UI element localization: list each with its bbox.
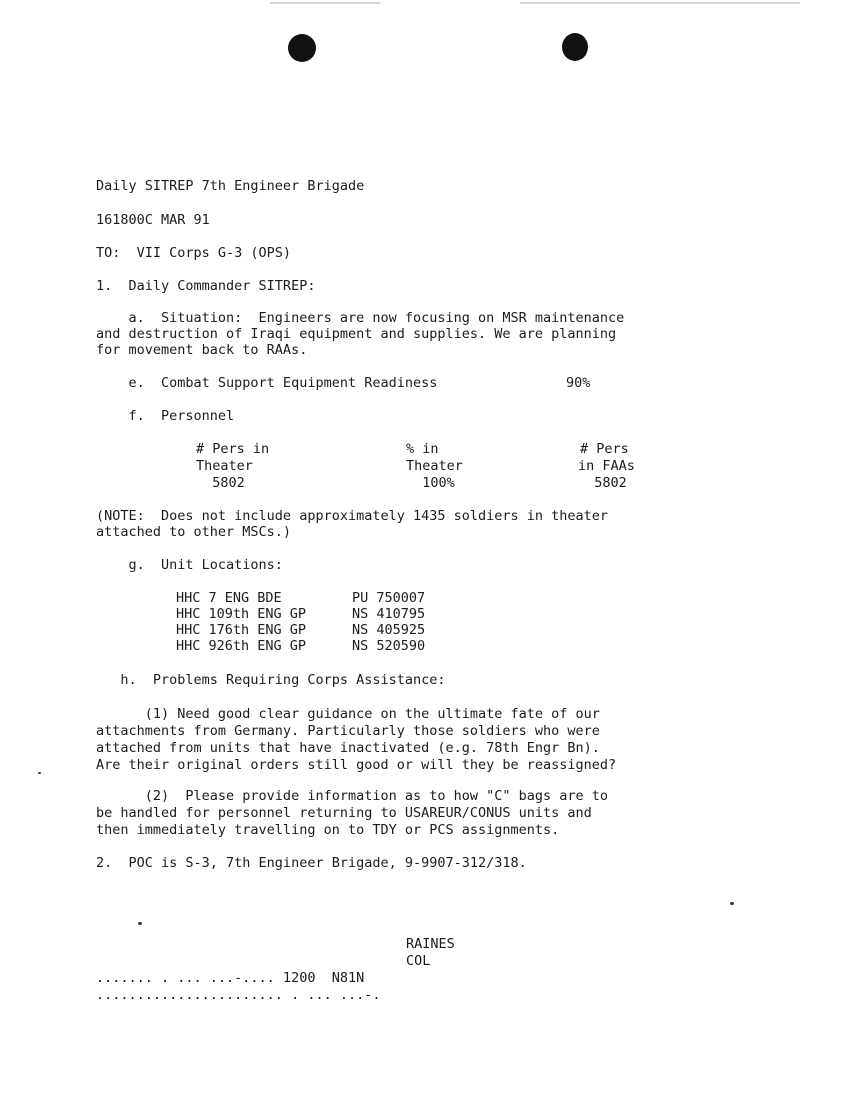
scan-artifact [270,2,380,4]
punch-hole [288,34,316,62]
problem-2-line: be handled for personnel returning to USAREUR/CONUS units and [96,805,592,821]
personnel-value: 5802 [196,475,245,491]
personnel-col-header: Theater [196,458,253,474]
document-title: Daily SITREP 7th Engineer Brigade [96,178,365,194]
personnel-col-header: # Pers [580,441,629,457]
scan-speck [138,922,142,925]
personnel-value: 5802 [578,475,627,491]
readiness-label: e. Combat Support Equipment Readiness [96,375,438,391]
addressee: TO: VII Corps G-3 (OPS) [96,245,292,261]
unit-locations-label: g. Unit Locations: [96,557,283,573]
unit-name: HHC 176th ENG GP [176,622,307,638]
release-line: ....... . ... ...-.... 1200 N81N [96,970,365,986]
punch-hole [562,33,588,61]
unit-grid: NS 520590 [352,638,426,654]
situation-line: a. Situation: Engineers are now focusing on MSR maintenance [96,310,625,326]
unit-name: HHC 7 ENG BDE [176,590,282,606]
problem-1-line: attachments from Germany. Particularly those soldiers who were [96,723,600,739]
unit-name: HHC 109th ENG GP [176,606,307,622]
section-1-heading: 1. Daily Commander SITREP: [96,278,316,294]
problem-2-line: then immediately travelling on to TDY or PCS assignments. [96,822,560,838]
personnel-col-header: Theater [406,458,463,474]
readiness-value: 90% [566,375,591,391]
signature-rank: COL [406,953,431,969]
note-line: (NOTE: Does not include approximately 1435 soldiers in theater [96,508,609,524]
note-line: attached to other MSCs.) [96,524,292,540]
unit-grid: PU 750007 [352,590,426,606]
signature-name: RAINES [406,936,455,952]
situation-line: for movement back to RAAs. [96,342,308,358]
point-of-contact: 2. POC is S-3, 7th Engineer Brigade, 9-9907-312/318. [96,855,527,871]
personnel-col-header: # Pers in [196,441,270,457]
situation-line: and destruction of Iraqi equipment and supplies. We are planning [96,326,617,342]
scan-artifact [520,2,800,4]
unit-grid: NS 405925 [352,622,426,638]
release-line: ....................... . ... ...-. [96,987,381,1003]
personnel-col-header: in FAAs [578,458,635,474]
problem-1-line: attached from units that have inactivated (e.g. 78th Engr Bn). [96,740,600,756]
scan-speck [38,772,41,774]
unit-grid: NS 410795 [352,606,426,622]
problems-label: h. Problems Requiring Corps Assistance: [96,672,446,688]
personnel-value: 100% [406,475,455,491]
personnel-label: f. Personnel [96,408,235,424]
personnel-col-header: % in [406,441,439,457]
date-time-group: 161800C MAR 91 [96,212,210,228]
problem-2-line: (2) Please provide information as to how "C" bags are to [96,788,609,804]
problem-1-line: (1) Need good clear guidance on the ultimate fate of our [96,706,600,722]
problem-1-line: Are their original orders still good or will they be reassigned? [96,757,617,773]
unit-name: HHC 926th ENG GP [176,638,307,654]
scan-speck [730,902,734,905]
